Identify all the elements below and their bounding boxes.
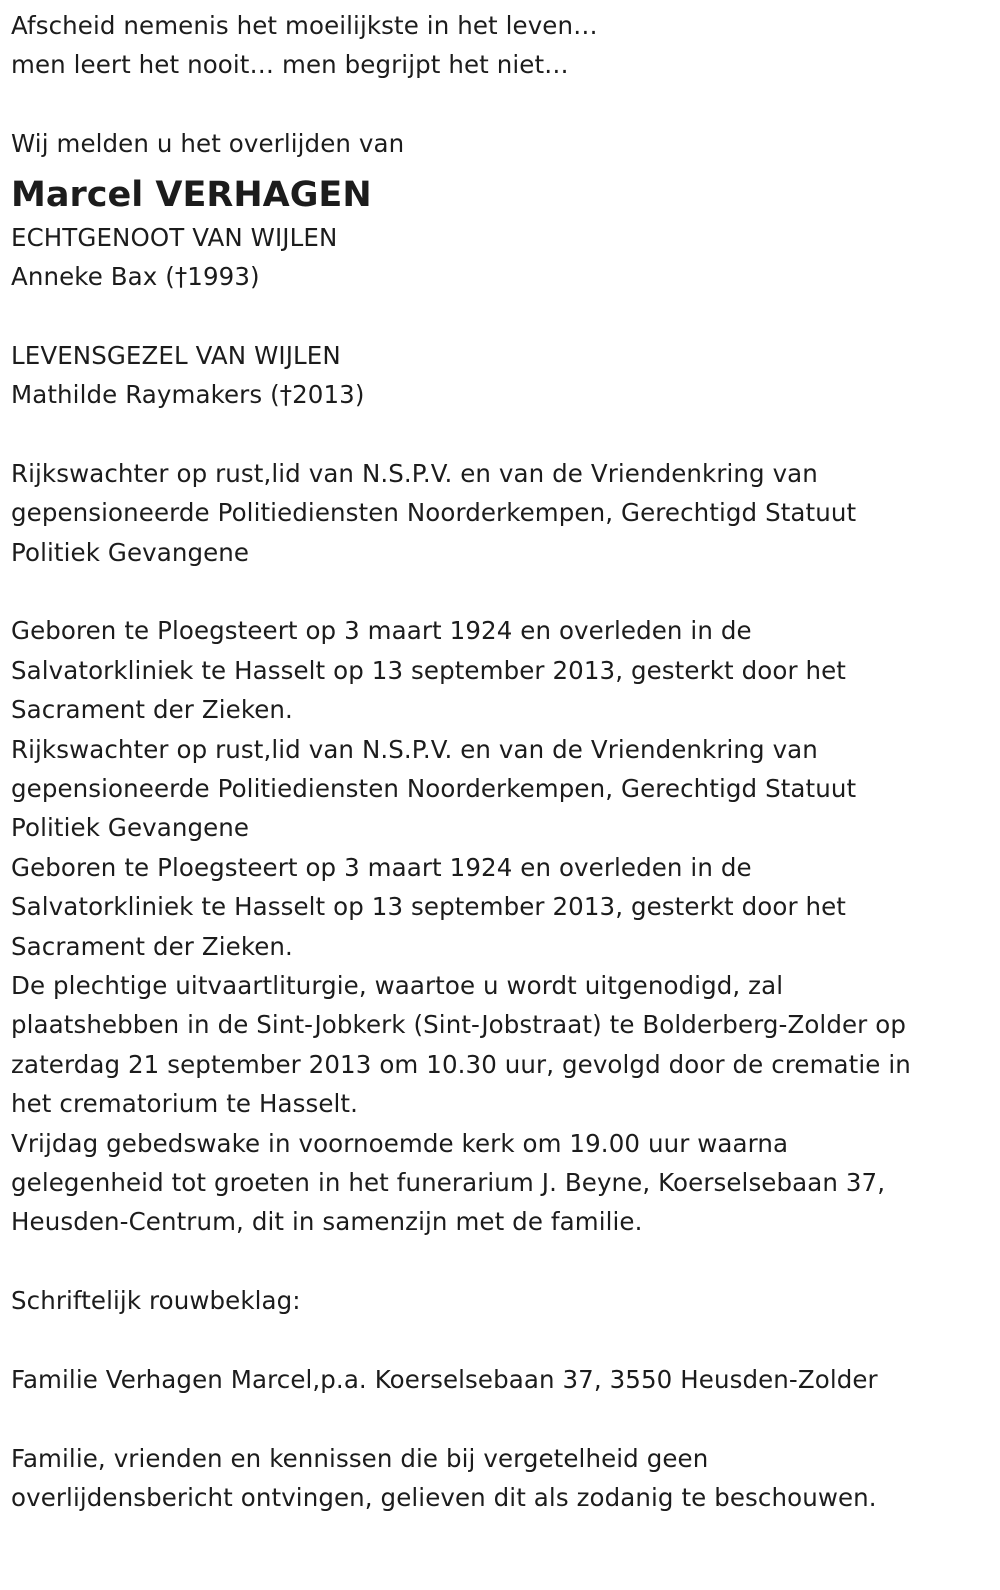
body-line: De plechtige uitvaartliturgie, waartoe u wordt uitgenodigd, zal — [11, 970, 784, 1000]
spouse-title: ECHTGENOOT VAN WIJLEN — [11, 222, 338, 252]
body-line: Salvatorkliniek te Hasselt op 13 september 2013, gesterkt door het — [11, 655, 847, 685]
partner-name: Mathilde Raymakers (†2013) — [11, 380, 365, 410]
spacer — [11, 296, 1000, 335]
body-line: het crematorium te Hasselt. — [11, 1089, 359, 1119]
bio-line: Rijkswachter op rust,lid van N.S.P.V. en van de Vriendenkring van — [11, 458, 818, 488]
body-line: Politiek Gevangene — [11, 813, 250, 843]
spacer — [11, 415, 1000, 454]
announcement: Wij melden u het overlijden van — [11, 129, 405, 159]
condolences-label: Schriftelijk rouwbeklag: — [11, 1286, 301, 1316]
opening-line-1: Afscheid nemenis het moeilijkste in het leven… — [11, 11, 598, 40]
body-line: Vrijdag gebedswake in voornoemde kerk om 19.00 uur waarna — [11, 1128, 789, 1158]
closing-line: Familie, vrienden en kennissen die bij vergetelheid geen — [11, 1443, 709, 1473]
body-line: Sacrament der Zieken. — [11, 931, 293, 961]
body-line: Heusden-Centrum, dit in samenzijn met de familie. — [11, 1207, 643, 1237]
closing-line: overlijdensbericht ontvingen, gelieven dit als zodanig te beschouwen. — [11, 1483, 877, 1513]
bio-line: gepensioneerde Politiediensten Noorderkempen, Gerechtigd Statuut — [11, 498, 857, 528]
body-line: gepensioneerde Politiediensten Noorderkempen, Gerechtigd Statuut — [11, 774, 857, 804]
spacer — [11, 1242, 1000, 1281]
body-line: Sacrament der Zieken. — [11, 695, 293, 725]
bio-line: Politiek Gevangene — [11, 537, 250, 567]
spacer — [11, 85, 1000, 124]
spacer — [11, 1321, 1000, 1360]
body-line: plaatshebben in de Sint-Jobkerk (Sint-Jobstraat) te Bolderberg-Zolder op — [11, 1010, 906, 1040]
partner-title: LEVENSGEZEL VAN WIJLEN — [11, 340, 341, 370]
deceased-name: Marcel VERHAGEN — [11, 174, 372, 215]
body-line: Geboren te Ploegsteert op 3 maart 1924 en overleden in de — [11, 616, 752, 646]
spacer — [11, 1399, 1000, 1438]
body-line: Rijkswachter op rust,lid van N.S.P.V. en van de Vriendenkring van — [11, 734, 818, 764]
body-line: zaterdag 21 september 2013 om 10.30 uur, gevolgd door de crematie in — [11, 1049, 911, 1079]
body-line: Geboren te Ploegsteert op 3 maart 1924 en overleden in de — [11, 852, 752, 882]
opening-line-2: men leert het nooit… men begrijpt het niet… — [11, 50, 569, 80]
spacer — [11, 572, 1000, 611]
condolences-address: Familie Verhagen Marcel,p.a. Koerselsebaan 37, 3550 Heusden-Zolder — [11, 1364, 878, 1394]
spouse-name: Anneke Bax (†1993) — [11, 261, 260, 291]
body-line: Salvatorkliniek te Hasselt op 13 september 2013, gesterkt door het — [11, 892, 847, 922]
body-line: gelegenheid tot groeten in het funerarium J. Beyne, Koerselsebaan 37, — [11, 1167, 886, 1197]
